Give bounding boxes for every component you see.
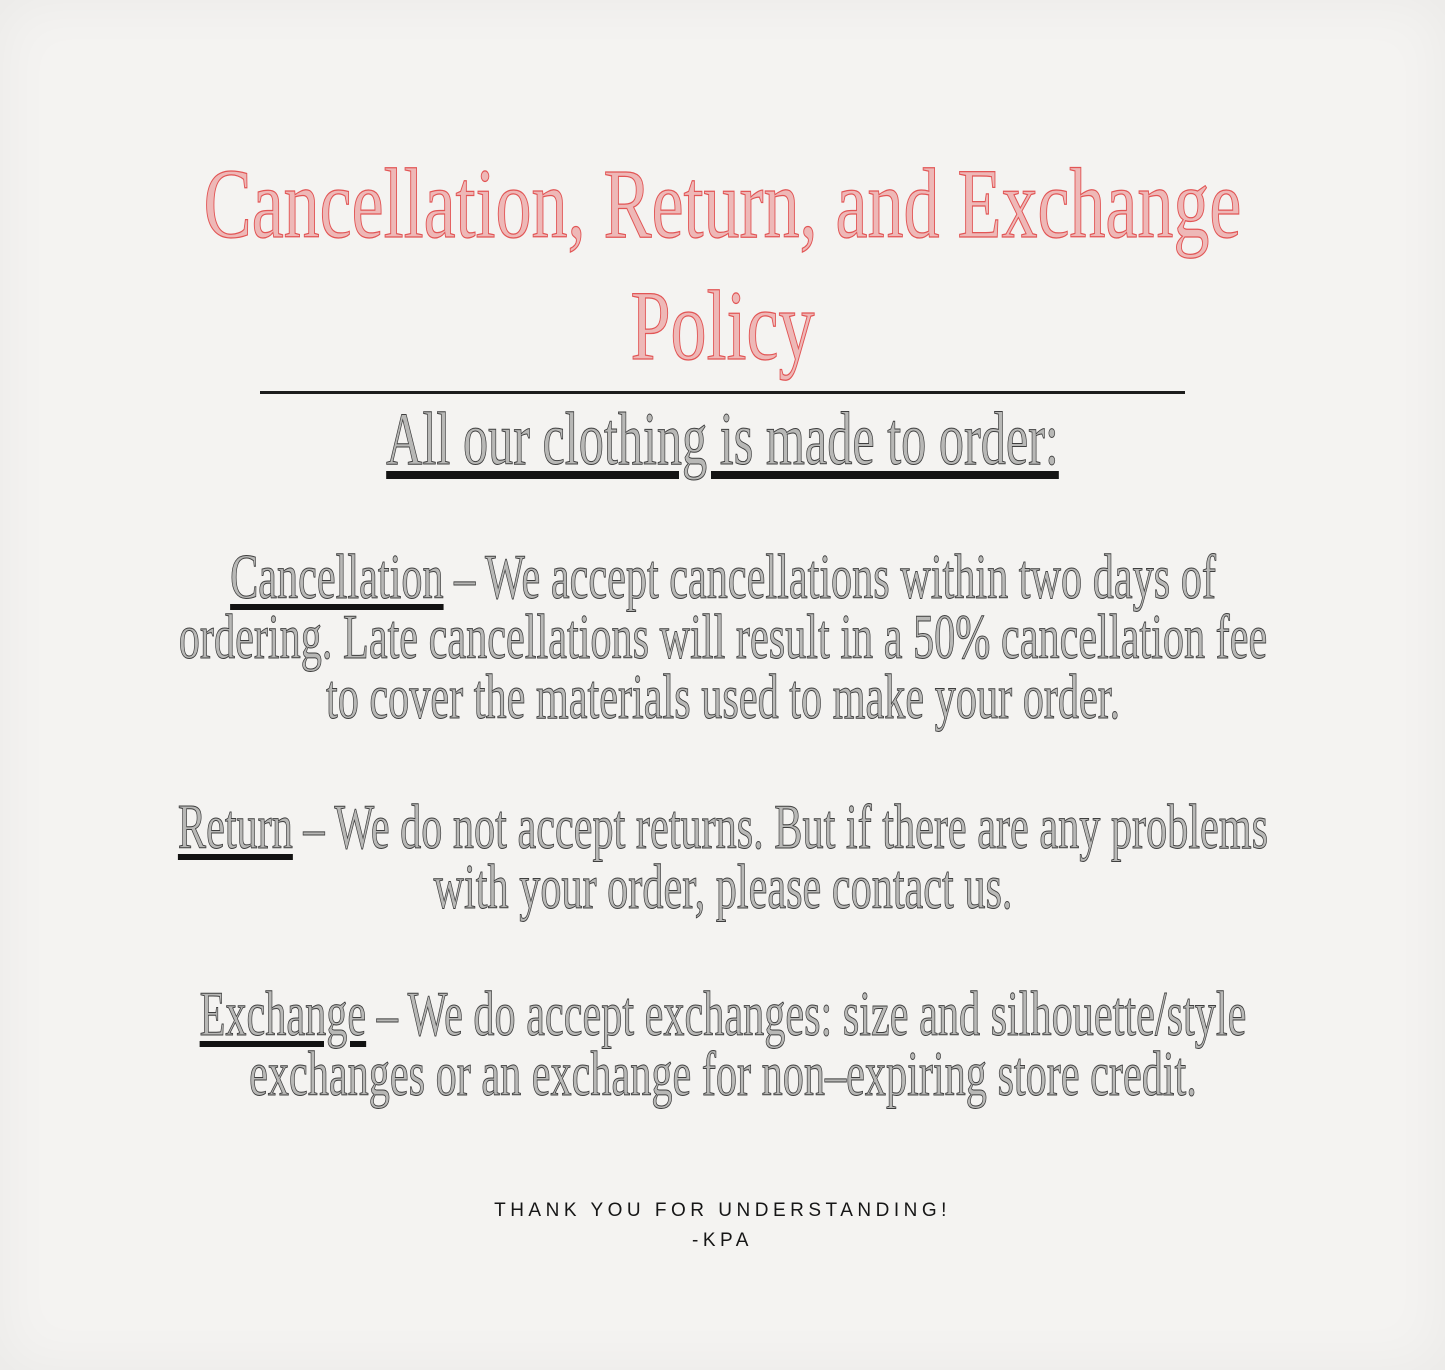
policy-line <box>0 791 1445 862</box>
policy-line: with your order, please contact us. <box>433 851 1012 922</box>
signature-text: -KPA <box>692 1230 753 1251</box>
cancellation-policy <box>0 541 1445 732</box>
policy-text: – We do not accept returns. But if there are any problems <box>302 791 1268 862</box>
cancellation-label: Cancellation <box>229 541 444 612</box>
policy-text: – We do accept exchanges: size and silhouette/style <box>376 978 1246 1049</box>
policy-line: ordering. Late cancellations will result in a 50% cancellation fee <box>178 601 1267 672</box>
policy-text: – We accept cancellations within two days of <box>453 541 1216 612</box>
policy-line: to cover the materials used to make your order. <box>325 661 1120 732</box>
return-policy <box>0 791 1445 922</box>
exchange-policy <box>0 978 1445 1109</box>
return-label: Return <box>177 791 293 862</box>
footer-note <box>0 1196 1445 1256</box>
title-divider <box>260 391 1185 394</box>
page-title <box>202 143 1242 387</box>
policy-line <box>0 541 1445 612</box>
policy-line <box>0 978 1445 1049</box>
policy-line: exchanges or an exchange for non–expiring store credit. <box>248 1038 1197 1109</box>
made-to-order-heading: All our clothing is made to order: <box>386 398 1059 481</box>
page-title-line-1: Cancellation, Return, and Exchange <box>203 148 1242 259</box>
exchange-label: Exchange <box>199 978 366 1049</box>
page-title-line-2: Policy <box>630 270 815 381</box>
thank-you-text: THANK YOU FOR UNDERSTANDING! <box>494 1200 951 1221</box>
